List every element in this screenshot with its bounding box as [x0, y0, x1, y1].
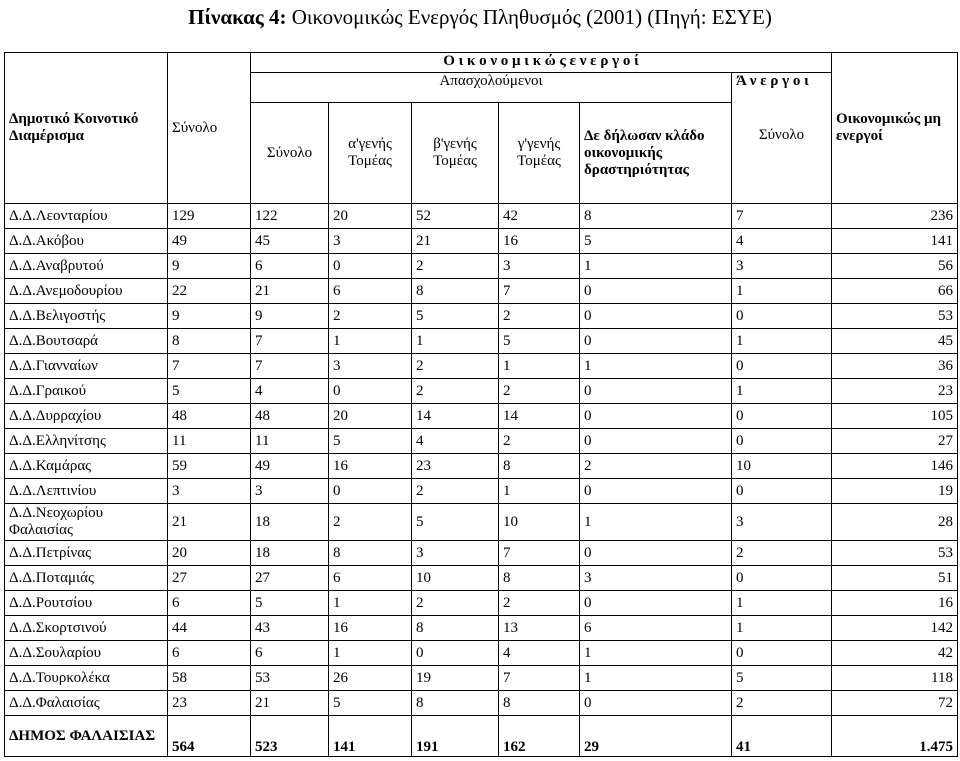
- header-secondary: β'γενής Τομέας: [412, 103, 499, 204]
- inactive-cell: 28: [832, 504, 958, 541]
- total-cell: 21: [168, 504, 251, 541]
- inactive-cell: 27: [832, 429, 958, 454]
- secondary-cell: 21: [412, 229, 499, 254]
- total-cell: 27: [168, 566, 251, 591]
- tertiary-cell: 2: [499, 591, 580, 616]
- district-cell: Δ.Δ.Σκορτσινού: [5, 616, 168, 641]
- total-cell: 3: [168, 479, 251, 504]
- unemployed-cell: 10: [732, 454, 832, 479]
- employed-total-cell: 5: [251, 591, 329, 616]
- inactive-cell: 53: [832, 541, 958, 566]
- unemployed-cell: 1: [732, 379, 832, 404]
- inactive-cell: 56: [832, 254, 958, 279]
- inactive-cell: 146: [832, 454, 958, 479]
- undeclared-cell: 1: [580, 666, 732, 691]
- inactive-cell: 236: [832, 204, 958, 229]
- header-unemployed-label: Ά ν ε ρ γ ο ι: [736, 73, 809, 89]
- secondary-cell: 2: [412, 479, 499, 504]
- total-cell: 59: [168, 454, 251, 479]
- tertiary-cell: 1: [499, 354, 580, 379]
- inactive-cell: 66: [832, 279, 958, 304]
- undeclared-cell: 0: [580, 379, 732, 404]
- undeclared-cell: 0: [580, 479, 732, 504]
- unemployed-cell: 1: [732, 329, 832, 354]
- unemployed-cell: 0: [732, 429, 832, 454]
- unemployed-cell: 0: [732, 354, 832, 379]
- total-cell: 49: [168, 229, 251, 254]
- undeclared-cell: 0: [580, 591, 732, 616]
- employed-total-cell: 45: [251, 229, 329, 254]
- inactive-cell: 53: [832, 304, 958, 329]
- inactive-cell: 72: [832, 691, 958, 716]
- total-undeclared-cell: 29: [580, 716, 732, 757]
- total-cell: 6: [168, 591, 251, 616]
- employed-total-cell: 53: [251, 666, 329, 691]
- primary-cell: 16: [329, 454, 412, 479]
- undeclared-cell: 2: [580, 454, 732, 479]
- unemployed-cell: 0: [732, 304, 832, 329]
- inactive-cell: 36: [832, 354, 958, 379]
- district-cell: Δ.Δ.Λεπτινίου: [5, 479, 168, 504]
- district-cell: Δ.Δ.Ρουτσίου: [5, 591, 168, 616]
- total-secondary-cell: 191: [412, 716, 499, 757]
- employed-total-cell: 21: [251, 279, 329, 304]
- tertiary-cell: 10: [499, 504, 580, 541]
- table-row: [5, 254, 958, 279]
- total-cell: 6: [168, 641, 251, 666]
- tertiary-cell: 2: [499, 379, 580, 404]
- tertiary-cell: 8: [499, 691, 580, 716]
- table-row: [5, 304, 958, 329]
- undeclared-cell: 0: [580, 304, 732, 329]
- inactive-cell: 118: [832, 666, 958, 691]
- district-cell: Δ.Δ.Δυρραχίου: [5, 404, 168, 429]
- district-cell: Δ.Δ.Πετρίνας: [5, 541, 168, 566]
- primary-cell: 1: [329, 641, 412, 666]
- undeclared-cell: 0: [580, 279, 732, 304]
- primary-cell: 6: [329, 566, 412, 591]
- unemployed-cell: 5: [732, 666, 832, 691]
- primary-cell: 26: [329, 666, 412, 691]
- primary-cell: 0: [329, 379, 412, 404]
- primary-cell: 6: [329, 279, 412, 304]
- unemployed-cell: 4: [732, 229, 832, 254]
- primary-cell: 1: [329, 329, 412, 354]
- total-cell: 11: [168, 429, 251, 454]
- table-row: [5, 329, 958, 354]
- total-cell: 23: [168, 691, 251, 716]
- district-cell: Δ.Δ.Βουτσαρά: [5, 329, 168, 354]
- primary-cell: 3: [329, 354, 412, 379]
- undeclared-cell: 1: [580, 254, 732, 279]
- undeclared-cell: 6: [580, 616, 732, 641]
- total-tertiary-cell: 162: [499, 716, 580, 757]
- unemployed-cell: 3: [732, 254, 832, 279]
- total-cell: 58: [168, 666, 251, 691]
- primary-cell: 8: [329, 541, 412, 566]
- primary-cell: 0: [329, 479, 412, 504]
- tertiary-cell: 4: [499, 641, 580, 666]
- total-cell: 9: [168, 254, 251, 279]
- undeclared-cell: 0: [580, 541, 732, 566]
- district-cell: Δ.Δ.Ποταμιάς: [5, 566, 168, 591]
- primary-cell: 3: [329, 229, 412, 254]
- caption-prefix: Πίνακας 4:: [188, 5, 287, 29]
- total-cell: 129: [168, 204, 251, 229]
- header-total: Σύνολο: [168, 53, 251, 204]
- total-cell: 44: [168, 616, 251, 641]
- population-table: [4, 52, 958, 757]
- table-row: [5, 479, 958, 504]
- employed-total-cell: 4: [251, 379, 329, 404]
- primary-cell: 2: [329, 304, 412, 329]
- employed-total-cell: 6: [251, 254, 329, 279]
- primary-cell: 20: [329, 404, 412, 429]
- total-unemployed-cell: 41: [732, 716, 832, 757]
- total-inactive-cell: 1.475: [832, 716, 958, 757]
- secondary-cell: 5: [412, 304, 499, 329]
- inactive-cell: 19: [832, 479, 958, 504]
- table-row: [5, 566, 958, 591]
- inactive-cell: 45: [832, 329, 958, 354]
- unemployed-cell: 0: [732, 566, 832, 591]
- secondary-cell: 5: [412, 504, 499, 541]
- table-row: [5, 279, 958, 304]
- secondary-cell: 1: [412, 329, 499, 354]
- tertiary-cell: 7: [499, 666, 580, 691]
- primary-cell: 2: [329, 504, 412, 541]
- employed-total-cell: 27: [251, 566, 329, 591]
- total-employed-total-cell: 523: [251, 716, 329, 757]
- undeclared-cell: 0: [580, 404, 732, 429]
- inactive-cell: 105: [832, 404, 958, 429]
- district-cell: Δ.Δ.Γιανναίων: [5, 354, 168, 379]
- employed-total-cell: 43: [251, 616, 329, 641]
- table-row: [5, 666, 958, 691]
- tertiary-cell: 5: [499, 329, 580, 354]
- header-employed-total: Σύνολο: [251, 103, 329, 204]
- undeclared-cell: 8: [580, 204, 732, 229]
- tertiary-cell: 7: [499, 279, 580, 304]
- total-district-cell: ΔΗΜΟΣ ΦΑΛΑΙΣΙΑΣ: [5, 716, 168, 757]
- employed-total-cell: 11: [251, 429, 329, 454]
- header-unemployed-group: [732, 73, 832, 204]
- total-total-cell: 564: [168, 716, 251, 757]
- district-cell: Δ.Δ.Τουρκολέκα: [5, 666, 168, 691]
- inactive-cell: 142: [832, 616, 958, 641]
- undeclared-cell: 0: [580, 429, 732, 454]
- table-row: [5, 354, 958, 379]
- secondary-cell: 52: [412, 204, 499, 229]
- undeclared-cell: 1: [580, 354, 732, 379]
- secondary-cell: 10: [412, 566, 499, 591]
- employed-total-cell: 122: [251, 204, 329, 229]
- tertiary-cell: 8: [499, 566, 580, 591]
- header-employed: Απασχολούμενοι: [251, 73, 732, 103]
- primary-cell: 5: [329, 691, 412, 716]
- secondary-cell: 19: [412, 666, 499, 691]
- primary-cell: 0: [329, 254, 412, 279]
- district-cell: Δ.Δ.Ανεμοδουρίου: [5, 279, 168, 304]
- secondary-cell: 23: [412, 454, 499, 479]
- header-district: Δημοτικό Κοινοτικό Διαμέρισμα: [5, 53, 168, 204]
- primary-cell: 1: [329, 591, 412, 616]
- tertiary-cell: 3: [499, 254, 580, 279]
- secondary-cell: 0: [412, 641, 499, 666]
- secondary-cell: 3: [412, 541, 499, 566]
- table-row: [5, 454, 958, 479]
- employed-total-cell: 18: [251, 504, 329, 541]
- total-cell: 9: [168, 304, 251, 329]
- header-active-group: Ο ι κ ο ν ο μ ι κ ώ ς ε ν ε ρ γ ο ί: [251, 53, 832, 73]
- district-cell: Δ.Δ.Αναβρυτού: [5, 254, 168, 279]
- total-cell: 7: [168, 354, 251, 379]
- inactive-cell: 141: [832, 229, 958, 254]
- district-cell: Δ.Δ.Ελληνίτσης: [5, 429, 168, 454]
- tertiary-cell: 13: [499, 616, 580, 641]
- tertiary-cell: 8: [499, 454, 580, 479]
- secondary-cell: 4: [412, 429, 499, 454]
- caption-text: Οικονομικώς Ενεργός Πληθυσμός (2001) (Πηγή: ΕΣΥΕ): [291, 5, 772, 29]
- total-cell: 8: [168, 329, 251, 354]
- employed-total-cell: 48: [251, 404, 329, 429]
- table-row: [5, 429, 958, 454]
- total-primary-cell: 141: [329, 716, 412, 757]
- table-row: [5, 379, 958, 404]
- secondary-cell: 8: [412, 279, 499, 304]
- employed-total-cell: 6: [251, 641, 329, 666]
- district-cell: Δ.Δ.Ακόβου: [5, 229, 168, 254]
- inactive-cell: 16: [832, 591, 958, 616]
- employed-total-cell: 3: [251, 479, 329, 504]
- total-cell: 48: [168, 404, 251, 429]
- table-row: [5, 591, 958, 616]
- inactive-cell: 23: [832, 379, 958, 404]
- unemployed-cell: 7: [732, 204, 832, 229]
- header-inactive: Οικονομικώς μη ενεργοί: [832, 53, 958, 204]
- table-row: [5, 691, 958, 716]
- district-cell: Δ.Δ.Καμάρας: [5, 454, 168, 479]
- total-cell: 5: [168, 379, 251, 404]
- secondary-cell: 2: [412, 591, 499, 616]
- unemployed-cell: 1: [732, 616, 832, 641]
- undeclared-cell: 1: [580, 504, 732, 541]
- primary-cell: 5: [329, 429, 412, 454]
- table-row: [5, 404, 958, 429]
- table-caption: [0, 0, 960, 44]
- unemployed-cell: 0: [732, 404, 832, 429]
- table-row: [5, 541, 958, 566]
- unemployed-cell: 3: [732, 504, 832, 541]
- total-cell: 22: [168, 279, 251, 304]
- undeclared-cell: 0: [580, 329, 732, 354]
- primary-cell: 16: [329, 616, 412, 641]
- table-row: [5, 204, 958, 229]
- table-row: [5, 616, 958, 641]
- header-undeclared: Δε δήλωσαν κλάδο οικονομικής δραστηριότητας: [580, 103, 732, 204]
- primary-cell: 20: [329, 204, 412, 229]
- employed-total-cell: 49: [251, 454, 329, 479]
- inactive-cell: 42: [832, 641, 958, 666]
- district-cell: Δ.Δ.Γραικού: [5, 379, 168, 404]
- unemployed-cell: 1: [732, 591, 832, 616]
- total-row: [5, 716, 958, 757]
- employed-total-cell: 21: [251, 691, 329, 716]
- table-row: [5, 504, 958, 541]
- tertiary-cell: 2: [499, 304, 580, 329]
- tertiary-cell: 1: [499, 479, 580, 504]
- tertiary-cell: 42: [499, 204, 580, 229]
- secondary-cell: 8: [412, 691, 499, 716]
- unemployed-cell: 0: [732, 479, 832, 504]
- tertiary-cell: 14: [499, 404, 580, 429]
- header-tertiary: γ'γενής Τομέας: [499, 103, 580, 204]
- district-cell: Δ.Δ.Λεονταρίου: [5, 204, 168, 229]
- district-cell: Δ.Δ.Φαλαισίας: [5, 691, 168, 716]
- district-cell: Δ.Δ.Σουλαρίου: [5, 641, 168, 666]
- unemployed-cell: 0: [732, 641, 832, 666]
- table-body: [5, 204, 958, 757]
- district-cell: Δ.Δ.Νεοχωρίου Φαλαισίας: [5, 504, 168, 541]
- table-row: [5, 641, 958, 666]
- employed-total-cell: 7: [251, 354, 329, 379]
- undeclared-cell: 5: [580, 229, 732, 254]
- unemployed-cell: 1: [732, 279, 832, 304]
- employed-total-cell: 7: [251, 329, 329, 354]
- header-primary: α'γενής Τομέας: [329, 103, 412, 204]
- table-row: [5, 229, 958, 254]
- secondary-cell: 2: [412, 254, 499, 279]
- tertiary-cell: 2: [499, 429, 580, 454]
- secondary-cell: 2: [412, 379, 499, 404]
- unemployed-cell: 2: [732, 541, 832, 566]
- district-cell: Δ.Δ.Βελιγοστής: [5, 304, 168, 329]
- tertiary-cell: 7: [499, 541, 580, 566]
- header-unemployed-total: Σύνολο: [758, 127, 805, 143]
- secondary-cell: 14: [412, 404, 499, 429]
- tertiary-cell: 16: [499, 229, 580, 254]
- unemployed-cell: 2: [732, 691, 832, 716]
- undeclared-cell: 0: [580, 691, 732, 716]
- employed-total-cell: 9: [251, 304, 329, 329]
- undeclared-cell: 3: [580, 566, 732, 591]
- secondary-cell: 8: [412, 616, 499, 641]
- inactive-cell: 51: [832, 566, 958, 591]
- total-cell: 20: [168, 541, 251, 566]
- undeclared-cell: 1: [580, 641, 732, 666]
- secondary-cell: 2: [412, 354, 499, 379]
- employed-total-cell: 18: [251, 541, 329, 566]
